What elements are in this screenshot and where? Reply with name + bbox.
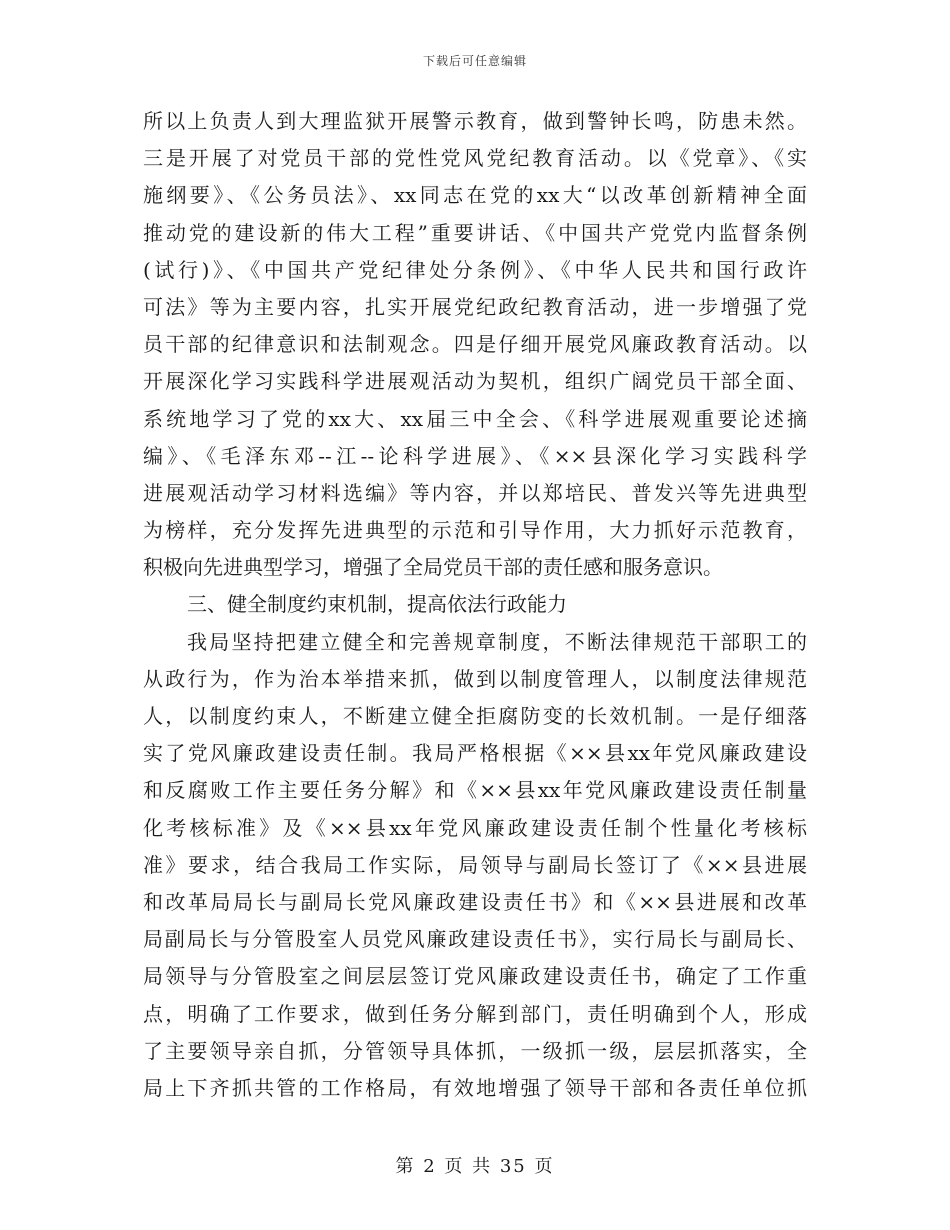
- page-footer: 第 2 页 共 35 页: [395, 1156, 555, 1177]
- body-line: (试行)》、《中国共产党纪律处分条例》、《中华人民共和国行政许: [143, 257, 807, 282]
- body-line: 员干部的纪律意识和法制观念。四是仔细开展党风廉政教育活动。以: [143, 332, 807, 357]
- body-line: 和反腐败工作主要任务分解》和《××县xx年党风廉政建设责任制量: [143, 778, 807, 803]
- body-line: 人，以制度约束人，不断建立健全拒腐防变的长效机制。一是仔细落: [143, 704, 807, 728]
- body-line: 实了党风廉政建设责任制。我局严格根据《××县xx年党风廉政建设: [143, 741, 807, 766]
- body-line: 局领导与分管股室之间层层签订党风廉政建设责任书，确定了工作重: [143, 964, 807, 989]
- body-line: 局副局长与分管股室人员党风廉政建设责任书》，实行局长与副局长、: [143, 927, 807, 952]
- body-line: 可法》等为主要内容，扎实开展党纪政纪教育活动，进一步增强了党: [143, 294, 807, 319]
- section-heading: 三、健全制度约束机制，提高依法行政能力: [187, 592, 567, 617]
- body-line: 和改革局局长与副局长党风廉政建设责任书》和《××县进展和改革: [143, 889, 807, 914]
- body-line: 进展观活动学习材料选编》等内容，并以郑培民、普发兴等先进典型: [143, 480, 807, 505]
- body-line: 施纲要》、《公务员法》、xx同志在党的xx大“以改革创新精神全面: [143, 183, 807, 208]
- body-line: 局上下齐抓共管的工作格局，有效地增强了领导干部和各责任单位抓: [143, 1075, 807, 1100]
- body-line: 积极向先进典型学习，增强了全局党员干部的责任感和服务意识。: [143, 555, 723, 580]
- body-line: 三是开展了对党员干部的党性党风党纪教育活动。以《党章》、《实: [143, 146, 807, 171]
- body-line: 准》要求，结合我局工作实际，局领导与副局长签订了《××县进展: [143, 852, 807, 877]
- body-line: 编》、《毛泽东邓--江--论科学进展》、《××县深化学习实践科学: [143, 443, 807, 468]
- body-line: 了主要领导亲自抓，分管领导具体抓，一级抓一级，层层抓落实，全: [143, 1038, 807, 1063]
- body-line: 系统地学习了党的xx大、xx届三中全会、《科学进展观重要论述摘: [143, 406, 807, 431]
- body-line: 为榜样，充分发挥先进典型的示范和引导作用，大力抓好示范教育，: [143, 518, 807, 543]
- page-header: 下载后可任意编辑: [422, 54, 527, 68]
- body-line: 开展深化学习实践科学进展观活动为契机，组织广阔党员干部全面、: [143, 369, 807, 394]
- body-line: 我局坚持把建立健全和完善规章制度，不断法律规范干部职工的: [187, 629, 807, 654]
- body-line: 点，明确了工作要求，做到任务分解到部门，责任明确到个人，形成: [143, 1001, 807, 1026]
- body-line: 从政行为，作为治本举措来抓，做到以制度管理人，以制度法律规范: [143, 666, 807, 691]
- body-line: 所以上负责人到大理监狱开展警示教育，做到警钟长鸣，防患未然。: [143, 109, 807, 133]
- body-line: 化考核标准》及《××县xx年党风廉政建设责任制个性量化考核标: [143, 815, 807, 840]
- document-body: [143, 103, 807, 1107]
- body-line: 推动党的建设新的伟大工程”重要讲话、《中国共产党党内监督条例: [143, 220, 807, 245]
